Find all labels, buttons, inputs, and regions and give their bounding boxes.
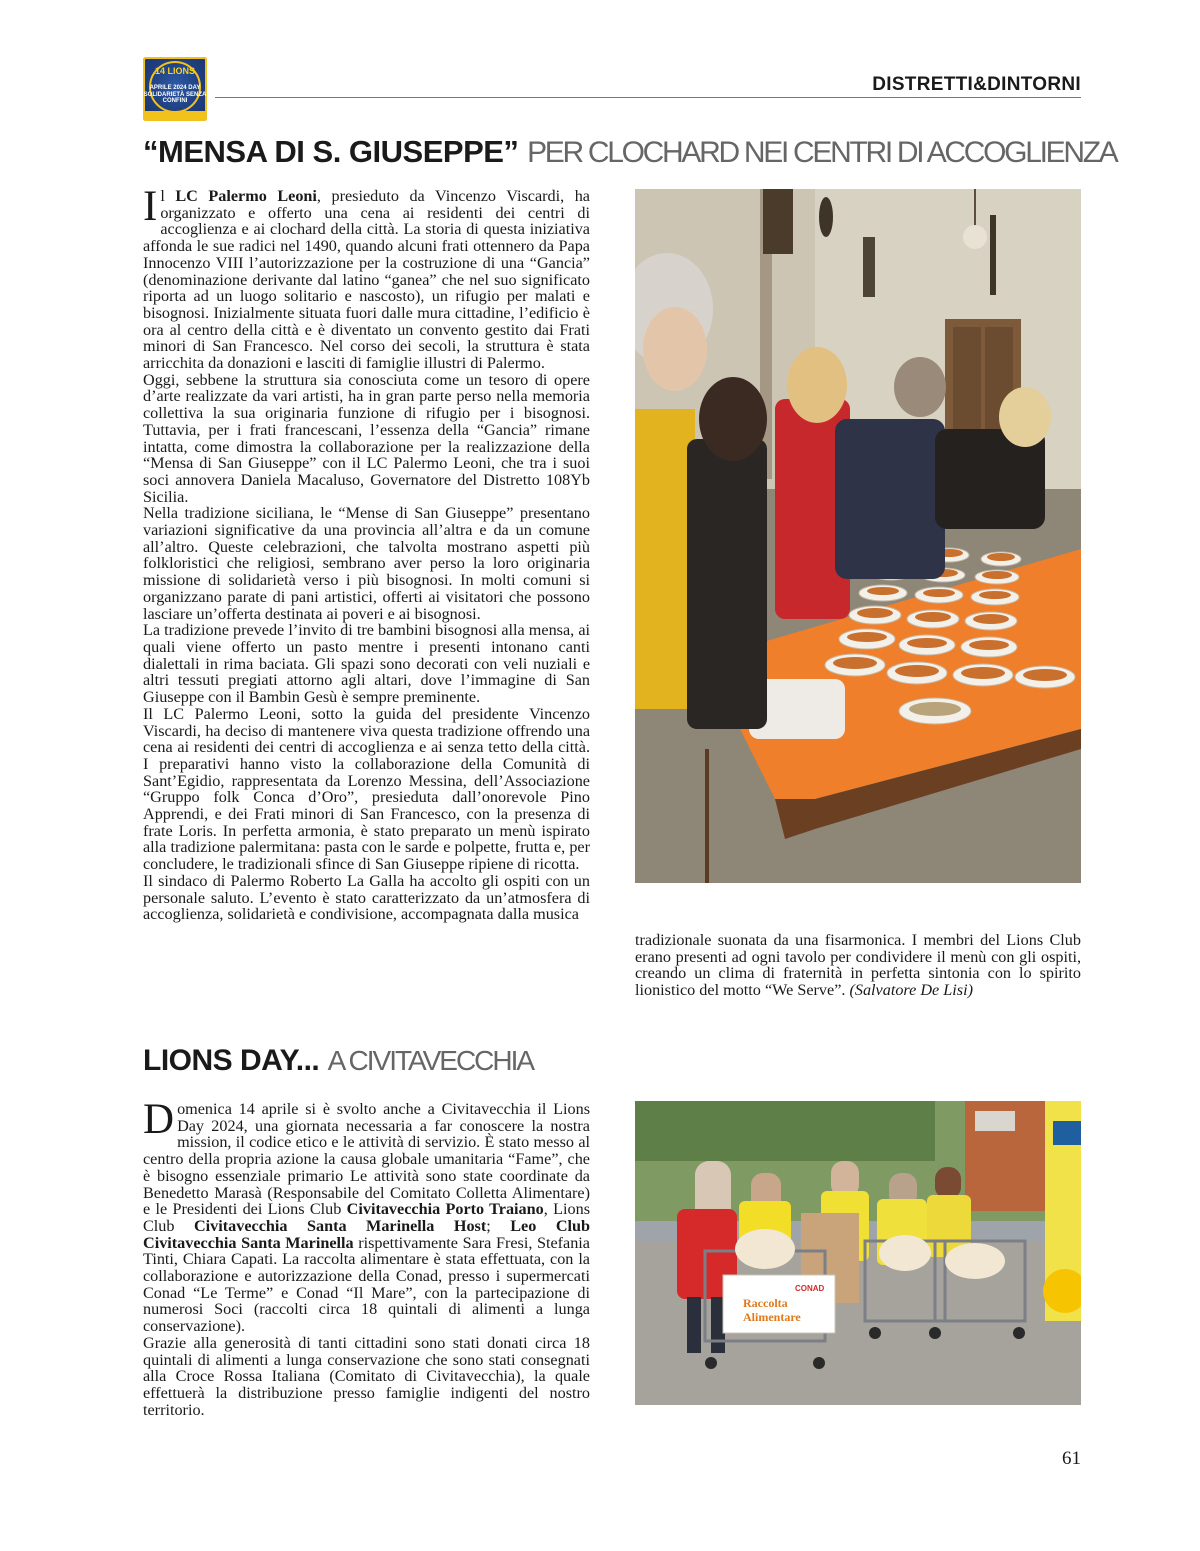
article1-left-column — [143, 183, 590, 924]
mensa-photo-illustration — [635, 189, 1081, 883]
article1-p1-rest: , presieduto da Vincenzo Viscardi, ha organizzato e offerto una cena ai residenti dei centri di accoglienza e ai clochard della città. La storia di questa iniziativa affonda le sue radici nel 1490, quando alcuni frati ottennero da Papa Innocenzo VIII l’autorizzazione per la costruzione di una “Gancia” (denominazione derivante dal latino “ganea” che nel suo significato riporta ad un luogo solitario e nascosto), un rifugio per malati e bisognosi. Inizialmente situata fuori dalle mura cittadine, l’edificio è ora al centro della città e è diventato un convento gestito dai Frati minori di San Francesco. Nel corso dei secoli, la struttura è stata arricchita da donazioni e lasciti di famiglie illustri di Palermo. — [143, 187, 590, 373]
banner-raccolta: Raccolta — [743, 1296, 788, 1310]
article1-paragraph-2: Oggi, sebbene la struttura sia conosciuta come un tesoro di opere d’arte realizzate da vari artisti, ha in gran parte perso nella memoria collettiva la sua originaria funzione di rifugio per i bisognosi. Tuttavia, per i frati francescani, l’essenza della “Gancia” rimane intatta, come dimostra la collaborazione per la realizzazione della “Mensa di San Giuseppe” con il LC Palermo Leoni, che tra i suoi soci annovera Daniela Macaluso, Governatore del Distretto 108Yb Sicilia. — [143, 370, 590, 506]
logo-line2 — [143, 85, 207, 105]
article1-paragraph-1 — [143, 183, 590, 373]
section-label: DISTRETTI&DINTORNI — [872, 74, 1081, 95]
lions-day-photo — [635, 1101, 1081, 1405]
logo-line1: 14 LIONS — [154, 66, 195, 76]
article2-paragraph-1 — [143, 1096, 591, 1336]
mensa-photo — [635, 189, 1081, 883]
article2-b1: Civitavecchia Porto Traiano — [346, 1200, 544, 1219]
header-rule — [215, 97, 1081, 98]
article2-s3: ; — [486, 1216, 511, 1235]
article2-column — [143, 1096, 591, 1419]
article1-dropcap: I — [143, 183, 158, 230]
article2-title-bold: LIONS DAY... — [143, 1044, 320, 1077]
article1-paragraph-3: Nella tradizione siciliana, le “Mense di San Giuseppe” presentano variazioni significative da una provincia all’altra e da un comune all’altro. Queste celebrazioni, che talvolta mostrano aspetti più folkloristici che religiosi, sembrano aver perso la loro originaria missione di solidarietà verso i più bisognosi. In molti comuni si organizzano parate di pani artistici, offerti ai visitatori che possono lasciare un’offerta destinata ai poveri e ai bisognosi. — [143, 504, 590, 623]
article1-title-thin: PER CLOCHARD NEI CENTRI DI ACCOGLIENZA — [527, 136, 1117, 169]
article1-paragraph-5: Il LC Palermo Leoni, sotto la guida del presidente Vincenzo Viscardi, ha deciso di mantenere viva questa tradizione offrendo una cena ai residenti dei centri di accoglienza e ai senza tetto della città. I preparativi hanno visto la collaborazione della Comunità di Sant’Egidio, rappresentata da Lorenzo Messina, dell’Associazione “Gruppo folk Conca d’Oro”, presieduta dall’onorevole Pino Apprendi, e dei Frati minori di San Francesco, con la presenza di frate Loris. In perfetta armonia, è stato preparato un menù ispirato alla tradizione palermitana: pasta con le sarde e polpette, frutta e, per concludere, le tradizionali sfince di San Giuseppe ripiene di ricotta. — [143, 704, 590, 874]
article1-paragraph-7 — [635, 932, 1081, 999]
article2-b3: Leo Club Civitavecchia Santa Marinella — [143, 1216, 591, 1252]
article1-title — [143, 134, 1116, 170]
lions-day-photo-illustration — [635, 1101, 1081, 1405]
article2-title — [143, 1044, 533, 1078]
article1-paragraph-6: Il sindaco di Palermo Roberto La Galla ha accolto gli ospiti con un personale saluto. L’evento è stato caratterizzato da un’atmosfera di accoglienza, solidarietà e condivisione, accompagnata dalla musica — [143, 871, 590, 924]
article2-title-thin: A CIVITAVECCHIA — [327, 1045, 534, 1076]
logo-line2-text: APRILE 2024 DAY — [149, 85, 201, 91]
article1-right-column — [635, 932, 1081, 999]
lions-day-logo — [143, 57, 207, 121]
banner-alimentare: Alimentare — [743, 1310, 801, 1324]
article2-s4: rispettivamente Sara Fresi, Stefania Tinti, Chiara Capati. La raccolta alimentare è stata effettuata, con la collaborazione e autorizzazione della Conad, presso i supermercati Conad “Le Terme” e Conad “Il Mare”, con la partecipazione di numerosi Soci (raccolti circa 18 quintali di alimenti a lunga conservazione). — [143, 1233, 590, 1336]
article1-author: (Salvatore De Lisi) — [849, 981, 973, 1000]
page-number: 61 — [1062, 1448, 1081, 1469]
article2-b2: Civitavecchia Santa Marinella Host — [193, 1216, 487, 1235]
article2-s1: omenica 14 aprile si è svolto anche a Civitavecchia il Lions Day 2024, una giornata necessaria a far conoscere la nostra mission, il codice etico e le attività di servizio. È stato messo al centro della propria azione la causa globale umanitaria “Fame”, che è bisogno essenziale primario Le attività sono state coordinate da Benedetto Marasà (Responsabile del Comitato Colletta Alimentare) e le Presidenti dei Lions Club — [143, 1100, 590, 1219]
article1-title-bold: “MENSA DI S. GIUSEPPE” — [143, 134, 519, 169]
article1-paragraph-4: La tradizione prevede l’invito di tre bambini bisognosi alla mensa, ai quali viene offerto un pasto mentre i presenti intonano canti dialettali in rima baciata. Gli spazi sono decorati con veli nuziali e altri tessuti pregiati attorno agli altari, dove l’immagine di San Giuseppe con il Bambin Gesù è sempre preminente. — [143, 621, 590, 707]
article2-dropcap: D — [143, 1096, 175, 1143]
article2-s2: , Lions Club — [143, 1200, 590, 1235]
article1-p1-bold: LC Palermo Leoni — [175, 187, 317, 205]
logo-stripe — [143, 111, 207, 121]
article1-p1-lead: l — [160, 187, 176, 205]
article2-paragraph-2: Grazie alla generosità di tanti cittadini sono stati donati circa 18 quintali di alimenti a lunga conservazione che sono stati consegnati alla Croce Rossa Italiana (Comitato di Civitavecchia), la quale effettuerà la distribuzione presso famiglie indigenti del nostro territorio. — [143, 1333, 590, 1419]
article1-p7-text: tradizionale suonata da una fisarmonica. I membri del Lions Club erano presenti ad ogni tavolo per condividere il menù con gli ospiti, creando un clima di fraternità in perfetta sintonia con lo spirito lionistico del motto “We Serve”. — [635, 931, 1081, 1000]
logo-line3-text: SOLIDARIETÀ SENZA CONFINI — [143, 91, 207, 104]
banner-conad: CONAD — [795, 1284, 825, 1293]
